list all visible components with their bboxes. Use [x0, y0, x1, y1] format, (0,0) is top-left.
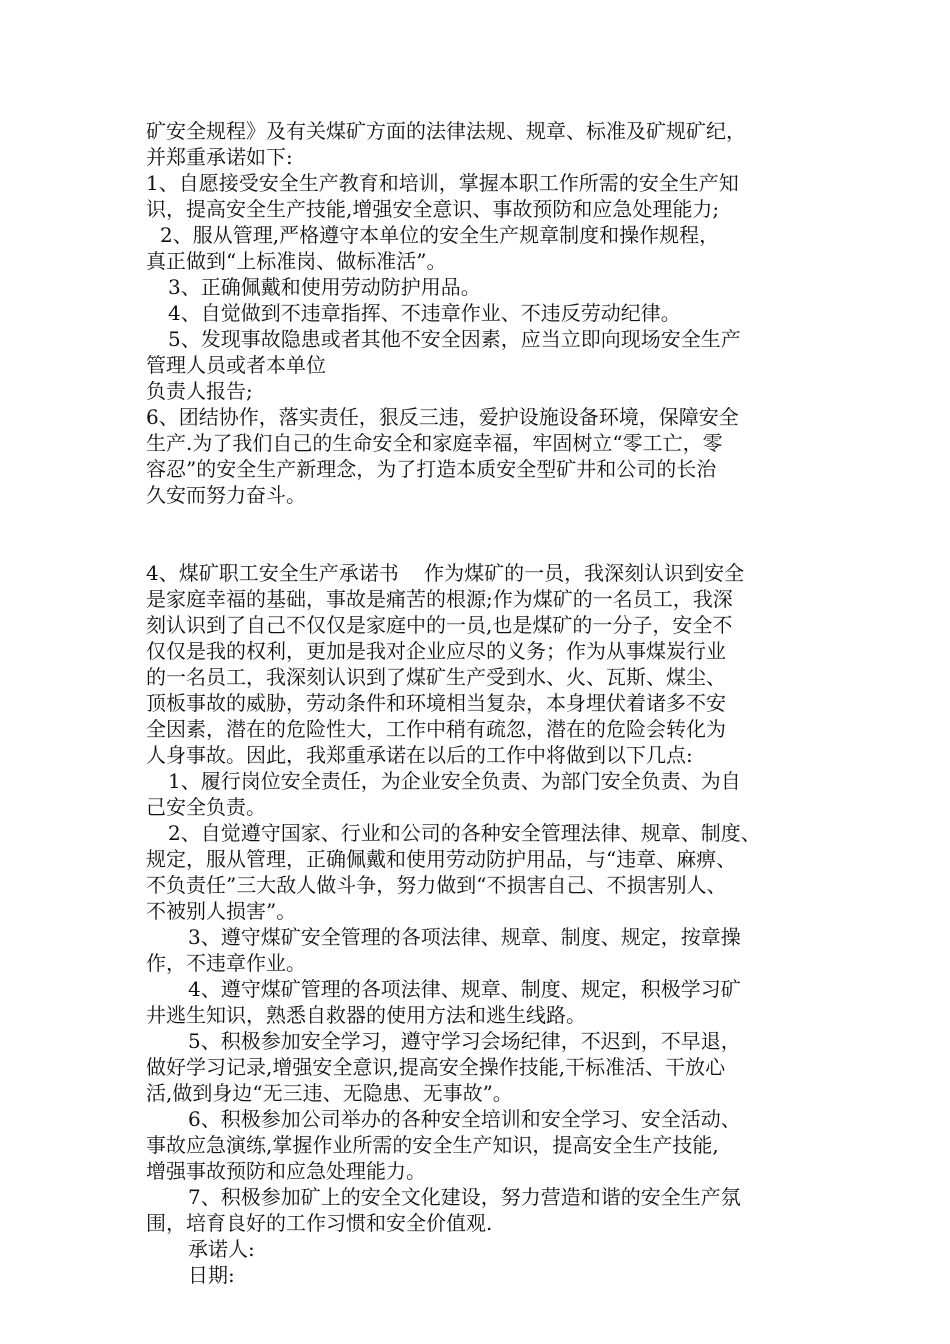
text-line: 规定，服从管理，正确佩戴和使用劳动防护用品，与“违章、麻痹、 [146, 847, 737, 871]
text-line: 围，培育良好的工作习惯和安全价值观. [146, 1211, 493, 1235]
text-line: 4、自觉做到不违章指挥、不违章作业、不违反劳动纪律。 [168, 301, 681, 325]
text-line: 不负责任”三大敌人做斗争，努力做到“不损害自己、不损害别人、 [146, 873, 727, 897]
text-line: 己安全负责。 [146, 795, 266, 819]
text-line: 识，提高安全生产技能,增强安全意识、事故预防和应急处理能力; [146, 197, 720, 221]
text-line: 2、服从管理,严格遵守本单位的安全生产规章制度和操作规程， [160, 223, 720, 247]
text-line: 是家庭幸福的基础，事故是痛苦的根源;作为煤矿的一名员工，我深 [146, 587, 733, 611]
paragraph-gap [146, 534, 816, 560]
text-line: 全因素，潜在的危险性大，工作中稍有疏忽，潜在的危险会转化为 [146, 717, 726, 741]
date-label: 日期: [188, 1263, 235, 1287]
text-line: 管理人员或者本单位 [146, 353, 326, 377]
text-line: 5、积极参加安全学习，遵守学习会场纪律，不迟到，不早退， [188, 1029, 741, 1053]
text-line: 1、自愿接受安全生产教育和培训，掌握本职工作所需的安全生产知 [146, 171, 739, 195]
text-line: 做好学习记录,增强安全意识,提高安全操作技能,干标准活、干放心 [146, 1055, 726, 1079]
text-line: 4、煤矿职工安全生产承诺书 作为煤矿的一员，我深刻认识到安全 [146, 561, 745, 585]
text-line: 负责人报告; [146, 379, 253, 403]
text-line: 4、遵守煤矿管理的各项法律、规章、制度、规定，积极学习矿 [188, 977, 741, 1001]
text-line: 容忍”的安全生产新理念，为了打造本质安全型矿井和公司的长治 [146, 457, 717, 481]
paragraph-gap [146, 508, 816, 534]
text-line: 7、积极参加矿上的安全文化建设，努力营造和谐的安全生产氛 [188, 1185, 741, 1209]
text-line: 的一名员工，我深刻认识到了煤矿生产受到水、火、瓦斯、煤尘、 [146, 665, 726, 689]
text-line: 并郑重承诺如下: [146, 145, 293, 169]
text-line: 3、遵守煤矿安全管理的各项法律、规章、制度、规定，按章操 [188, 925, 741, 949]
text-line: 真正做到“上标准岗、做标准活”。 [146, 249, 447, 273]
text-line: 矿安全规程》及有关煤矿方面的法律法规、规章、标准及矿规矿纪， [146, 119, 746, 143]
text-line: 2、自觉遵守国家、行业和公司的各种安全管理法律、规章、制度、 [168, 821, 761, 845]
text-line: 5、发现事故隐患或者其他不安全因素，应当立即向现场安全生产 [168, 327, 741, 351]
text-line: 井逃生知识，熟悉自救器的使用方法和逃生线路。 [146, 1003, 586, 1027]
text-line: 增强事故预防和应急处理能力。 [146, 1159, 426, 1183]
text-line: 生产.为了我们自己的生命安全和家庭幸福，牢固树立“零工亡，零 [146, 431, 723, 455]
text-line: 人身事故。因此，我郑重承诺在以后的工作中将做到以下几点: [146, 743, 693, 767]
text-line: 6、团结协作，落实责任，狠反三违，爱护设施设备环境，保障安全 [146, 405, 739, 429]
text-line: 不被别人损害”。 [146, 899, 297, 923]
text-line: 作，不违章作业。 [146, 951, 306, 975]
text-line: 顶板事故的威胁，劳动条件和环境相当复杂，本身埋伏着诸多不安 [146, 691, 726, 715]
text-line: 刻认识到了自己不仅仅是家庭中的一员,也是煤矿的一分子，安全不 [146, 613, 733, 637]
signatory-label: 承诺人: [188, 1237, 255, 1261]
text-line: 事故应急演练,掌握作业所需的安全生产知识，提高安全生产技能, [146, 1133, 719, 1157]
text-line: 6、积极参加公司举办的各种安全培训和安全学习、安全活动、 [188, 1107, 741, 1131]
text-line: 3、正确佩戴和使用劳动防护用品。 [168, 275, 481, 299]
text-line: 活,做到身边“无三违、无隐患、无事故”。 [146, 1081, 513, 1105]
text-line: 仅仅是我的权利，更加是我对企业应尽的义务；作为从事煤炭行业 [146, 639, 726, 663]
text-line: 1、履行岗位安全责任，为企业安全负责、为部门安全负责、为自 [168, 769, 741, 793]
document-page [146, 118, 816, 1288]
text-line: 久安而努力奋斗。 [146, 483, 306, 507]
